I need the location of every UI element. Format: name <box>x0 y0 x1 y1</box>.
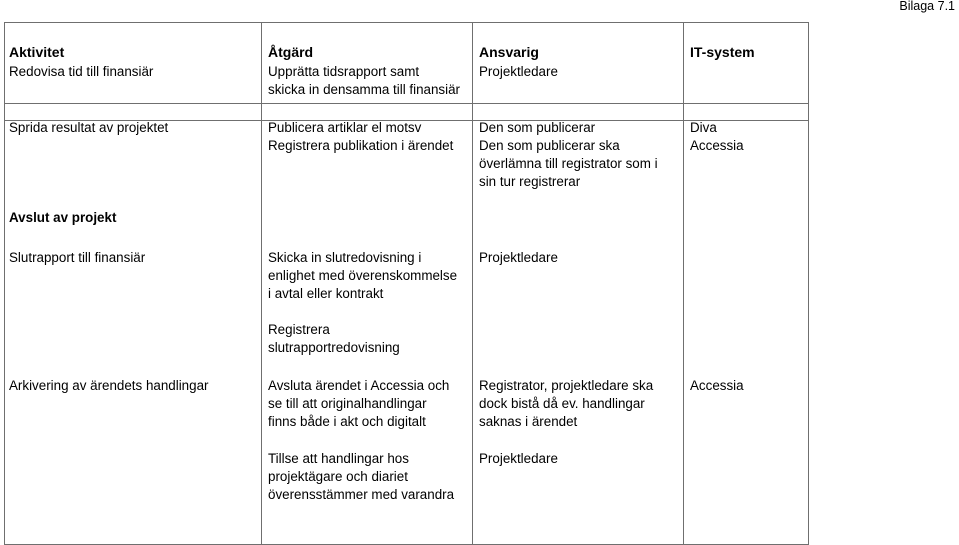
header-atgard: Åtgärd <box>268 44 314 60</box>
row3-atgard-extra: Registrera slutrapportredovisning <box>268 322 400 355</box>
header-aktivitet: Aktivitet <box>9 44 65 60</box>
row4-ansvarig-extra: Projektledare <box>479 451 558 466</box>
header-it-system: IT-system <box>690 44 755 60</box>
row2-it-system: Diva Accessia <box>690 120 744 153</box>
row1-atgard: Upprätta tidsrapport samt skicka in densamma till finansiär <box>268 64 461 97</box>
row1-aktivitet: Redovisa tid till finansiär <box>9 64 154 79</box>
row3-ansvarig: Projektledare <box>479 250 558 265</box>
page-label: Bilaga 7.1 <box>899 0 955 13</box>
activity-table <box>4 22 809 545</box>
section-avslut-av-projekt: Avslut av projekt <box>9 210 117 225</box>
row4-ansvarig: Registrator, projektledare ska dock bistå då ev. handlingar saknas i ärendet <box>479 378 654 429</box>
row1-ansvarig: Projektledare <box>479 64 558 79</box>
row4-atgard-extra: Tillse att handlingar hos projektägare och diariet överensstämmer med varandra <box>268 451 455 502</box>
row3-aktivitet: Slutrapport till finansiär <box>9 250 146 265</box>
row2-aktivitet: Sprida resultat av projektet <box>9 120 169 135</box>
header-ansvarig: Ansvarig <box>479 44 539 60</box>
row4-aktivitet: Arkivering av ärendets handlingar <box>9 378 209 393</box>
row2-ansvarig: Den som publicerar Den som publicerar ska överlämna till registrator som i sin tur registrerar <box>479 120 658 189</box>
row2-atgard: Publicera artiklar el motsv Registrera publikation i ärendet <box>268 120 454 153</box>
row4-atgard: Avsluta ärendet i Accessia och se till att originalhandlingar finns både i akt och digitalt <box>268 378 450 429</box>
row4-it-system: Accessia <box>690 378 744 393</box>
row3-atgard: Skicka in slutredovisning i enlighet med överenskommelse i avtal eller kontrakt <box>268 250 458 301</box>
